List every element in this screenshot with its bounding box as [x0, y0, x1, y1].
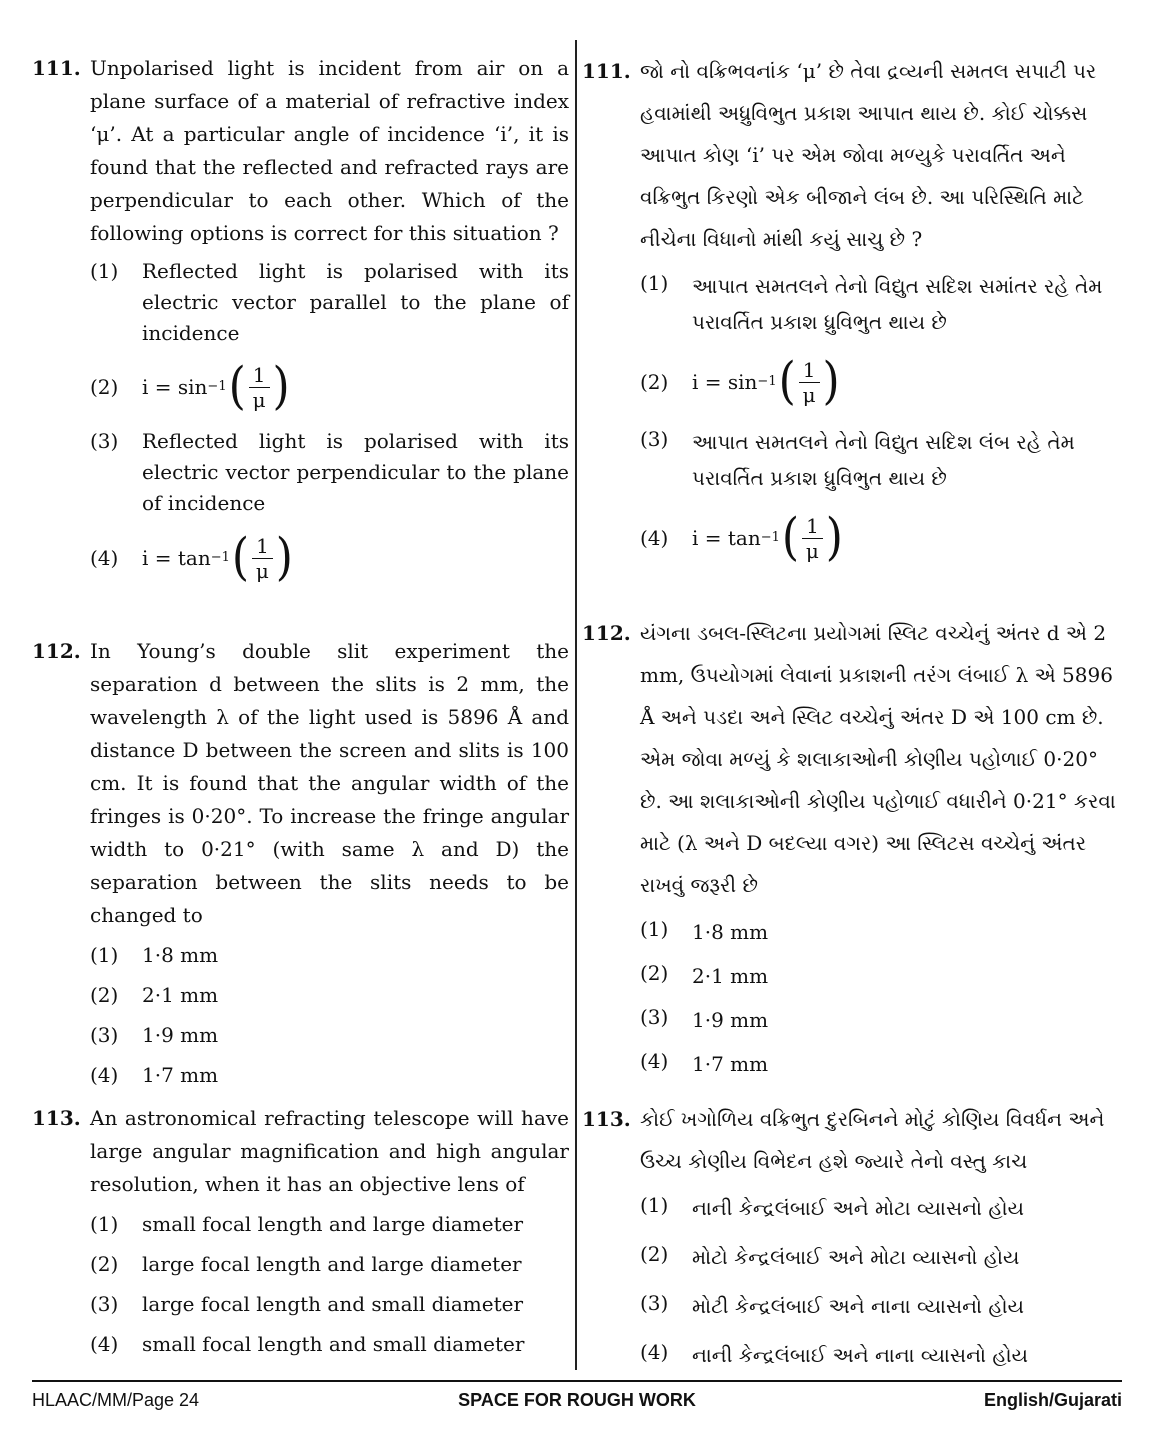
option-label: (1) [90, 259, 119, 283]
option-label: (4) [640, 1049, 669, 1073]
option-label: (1) [90, 1212, 119, 1236]
language-label: English/Gujarati [983, 1390, 1122, 1410]
option-label: (4) [640, 526, 669, 550]
option-1 [640, 268, 1119, 340]
option-text: 2·1 mm [692, 964, 769, 988]
formula-tan-inverse: i = tan −1 ( $\frac{1}{\mu}$ ) [142, 528, 293, 587]
option-text: મોટી કેન્દ્રલંબાઈ અને નાના વ્યાસનો હોય [692, 1294, 1025, 1318]
option-text: 1·7 mm [692, 1052, 769, 1076]
option-label: (1) [640, 271, 669, 295]
option-text: નાની કેન્દ્રલંબાઈ અને મોટા વ્યાસનો હોય [692, 1196, 1025, 1220]
question-number: 112. [582, 621, 631, 645]
page-code: HLAAC/MM/Page 24 [32, 1390, 200, 1410]
paren-left: ( [231, 528, 250, 587]
question-number: 112. [32, 639, 81, 663]
option-text: નાની કેન્દ્રલંબાઈ અને નાના વ્યાસનો હોય [692, 1343, 1028, 1367]
option-1 [90, 256, 569, 349]
paren-right: ) [822, 352, 840, 411]
question-112-gu [582, 612, 1119, 1090]
option-1 [640, 1190, 1119, 1226]
option-text: 1·8 mm [692, 920, 769, 944]
option-1 [90, 1209, 569, 1240]
option-2 [90, 358, 569, 416]
question-111-en [32, 52, 569, 596]
option-1 [640, 914, 1119, 950]
question-number: 113. [582, 1107, 631, 1131]
option-label: (2) [640, 1242, 669, 1266]
question-113-en [32, 1102, 569, 1369]
option-label: (3) [90, 1292, 119, 1316]
fraction-numerator: 1 [252, 534, 273, 559]
paren-left: ( [228, 357, 246, 416]
fraction-denominator: μ [255, 558, 269, 583]
option-label: (3) [90, 429, 119, 453]
question-text: In Young’s double slit experiment the separation d between the slits is 2 mm, the wavelength λ of the light used is 5896 Å and distance D between the screen and slits is 100 cm. It is found that the angular width of the fringes is 0·20°. To increase the fringe angular width to 0·21° (with same λ and D) the separation between the slits needs to be changed to [90, 639, 569, 927]
option-4 [640, 1337, 1119, 1373]
fraction-denominator: μ [252, 387, 266, 412]
paren-right: ) [275, 528, 293, 587]
option-text: 1·7 mm [142, 1063, 219, 1087]
option-text: આપાત સમતલને તેનો વિદ્યુત સદિશ સમાંતર રહે તેમ પરાવર્તિત પ્રકાશ ધ્રુવિભુત થાય છે [692, 274, 1103, 334]
option-2 [640, 1239, 1119, 1275]
option-text: આપાત સમતલને તેનો વિદ્યુત સદિશ લંબ રહે તેમ પરાવર્તિત પ્રકાશ ધ્રુવિભુત થાય છે [692, 430, 1075, 490]
option-2 [640, 353, 1119, 411]
paren-left: ( [778, 352, 796, 411]
formula-fn: i = tan [692, 526, 761, 550]
option-label: (2) [90, 375, 119, 399]
option-label: (3) [90, 1023, 119, 1047]
formula-fn: i = tan [142, 546, 211, 570]
option-4 [640, 1046, 1119, 1082]
option-4 [90, 1060, 569, 1091]
option-3 [90, 1289, 569, 1320]
option-text: large focal length and large diameter [142, 1252, 522, 1276]
option-label: (3) [640, 1291, 669, 1315]
option-text: મોટો કેન્દ્રલંબાઈ અને મોટા વ્યાસનો હોય [692, 1245, 1020, 1269]
option-text: small focal length and small diameter [142, 1332, 525, 1356]
option-label: (4) [90, 546, 119, 570]
fraction [252, 534, 273, 583]
page-footer [32, 1390, 1122, 1414]
option-4 [640, 509, 1119, 567]
option-2 [90, 1249, 569, 1280]
option-label: (1) [90, 943, 119, 967]
option-label: (4) [640, 1340, 669, 1364]
question-text: An astronomical refracting telescope will have large angular magnification and high angular resolution, when it has an objective lens of [90, 1106, 569, 1196]
fraction-numerator: 1 [799, 358, 820, 383]
option-text: 2·1 mm [142, 983, 219, 1007]
column-divider [575, 40, 577, 1370]
formula-tan-inverse: i = tan −1 ( $\frac{1}{\mu}$ ) [692, 508, 843, 567]
option-3 [90, 1020, 569, 1051]
option-text: 1·9 mm [692, 1008, 769, 1032]
paren-left: ( [781, 508, 800, 567]
option-label: (2) [90, 1252, 119, 1276]
question-text: જો નો વક્રિભવનાંક ‘μ’ છે તેવા દ્રવ્યની સમતલ સપાટી પર હવામાંથી અધ્રુવિભુત પ્રકાશ આપાત થાય છે. કોઈ ચોક્કસ આપાત કોણ ‘i’ પર એમ જોવા મળ્યુકે પરાવર્તિત અને વક્રિભુત કિરણો એક બીજાને લંબ છે. આ પરિસ્થિતિ માટે નીચેના વિધાનો માંથી કયું સાચુ છે ? [640, 59, 1097, 251]
option-label: (1) [640, 1193, 669, 1217]
formula-fn: i = sin [692, 370, 758, 394]
formula-sin-inverse: i = sin −1 ( $\frac{1}{\mu}$ ) [142, 357, 290, 416]
option-label: (3) [640, 427, 669, 451]
fraction [799, 358, 820, 407]
formula-fn: i = sin [142, 375, 208, 399]
fraction-numerator: 1 [802, 514, 823, 539]
footer-rule [32, 1380, 1122, 1382]
option-label: (3) [640, 1005, 669, 1029]
option-2 [90, 980, 569, 1011]
option-label: (2) [90, 983, 119, 1007]
fraction [802, 514, 823, 563]
fraction-denominator: μ [805, 538, 819, 563]
fraction-numerator: 1 [249, 363, 270, 388]
question-number: 111. [582, 59, 631, 83]
question-113-gu [582, 1098, 1119, 1386]
option-text: 1·8 mm [142, 943, 219, 967]
option-2 [640, 958, 1119, 994]
option-label: (2) [640, 370, 669, 394]
option-3 [640, 424, 1119, 496]
rough-work-label: SPACE FOR ROUGH WORK [458, 1390, 696, 1410]
option-1 [90, 940, 569, 971]
question-112-en [32, 635, 569, 1100]
option-3 [640, 1002, 1119, 1038]
option-text: large focal length and small diameter [142, 1292, 524, 1316]
option-label: (4) [90, 1063, 119, 1087]
option-label: (1) [640, 917, 669, 941]
fraction [249, 363, 270, 412]
question-text: યંગના ડબલ-સ્લિટના પ્રયોગમાં સ્લિટ વચ્ચેનું અંતર d એ 2 mm, ઉપયોગમાં લેવાનાં પ્રકાશની તરંગ લંબાઈ λ એ 5896 Å અને પડદા અને સ્લિટ વચ્ચેનું અંતર D એ 100 cm છે. એમ જોવા મળ્યું કે શલાકાઓની કોણીય પહોળાઈ 0·20° છે. આ શલાકાઓની કોણીય પહોળાઈ વધારીને 0·21° કરવા માટે (λ અને D બદલ્યા વગર) આ સ્લિટસ વચ્ચેનું અંતર રાખવું જરૂરી છે [640, 621, 1116, 897]
paren-right: ) [272, 357, 290, 416]
option-text: small focal length and large diameter [142, 1212, 524, 1236]
fraction-denominator: μ [802, 382, 816, 407]
option-text: 1·9 mm [142, 1023, 219, 1047]
question-text: Unpolarised light is incident from air on a plane surface of a material of refractive index ‘μ’. At a particular angle of incidence ‘i’, it is found that the reflected and refracted rays are perpendicular to each other. Which of the following options is correct for this situation ? [90, 56, 569, 245]
option-text: Reflected light is polarised with its electric vector perpendicular to the plane of incidence [142, 429, 569, 515]
question-text: કોઈ ખગોળિય વક્રિભુત દુરબિનને મોટું કોણિય વિવર્ધન અને ઉચ્ચ કોણીય વિભેદન હશે જ્યારે તેનો વસ્તુ કાચ [640, 1107, 1105, 1173]
question-number: 111. [32, 56, 81, 80]
formula-sin-inverse: i = sin −1 ( $\frac{1}{\mu}$ ) [692, 352, 840, 411]
option-4 [90, 1329, 569, 1360]
option-4 [90, 529, 569, 587]
paren-right: ) [825, 508, 843, 567]
option-3 [640, 1288, 1119, 1324]
option-text: Reflected light is polarised with its electric vector parallel to the plane of incidence [142, 259, 569, 345]
option-3 [90, 426, 569, 519]
option-label: (2) [640, 961, 669, 985]
question-number: 113. [32, 1106, 81, 1130]
question-111-gu [582, 50, 1119, 580]
option-label: (4) [90, 1332, 119, 1356]
